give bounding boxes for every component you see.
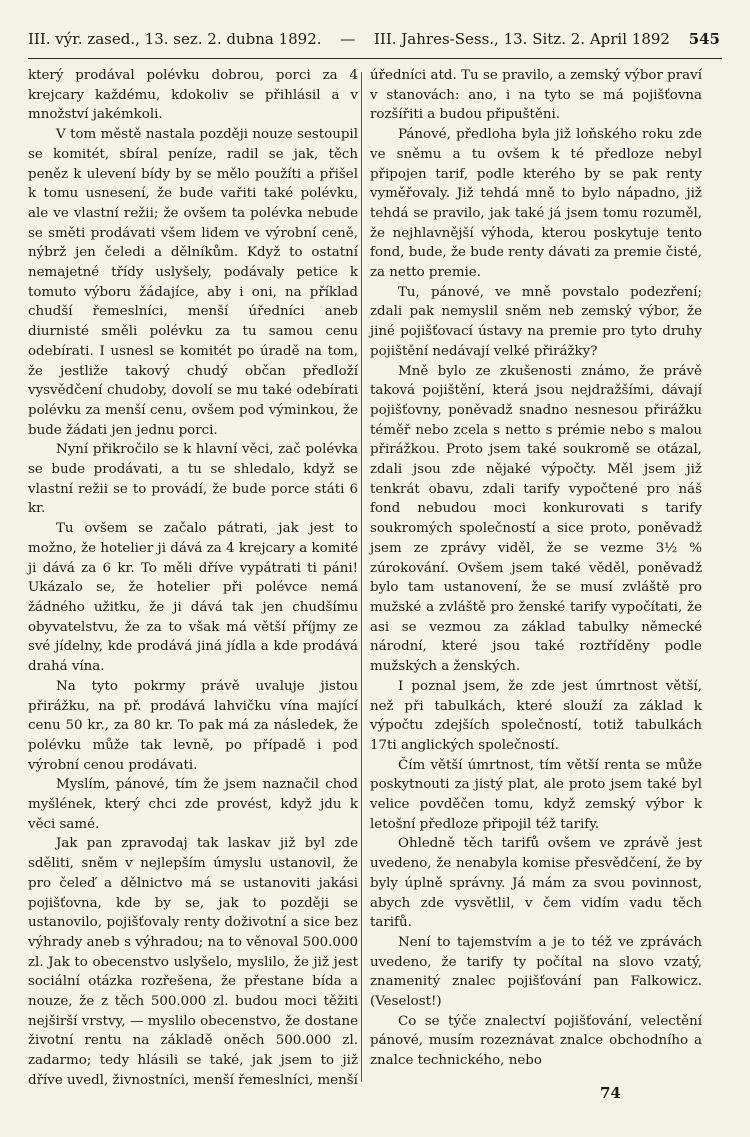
right-paragraph: Tu, pánové, ve mně povstalo podezření; zdali pak nemyslil sněm neb zemský výbor, že jiné pojišťovací ústavy na premie pro tyto druhy pojištění nedávají velké přirážky? — [370, 284, 702, 359]
right-paragraph: Není to tajemstvím a je to též ve zprávách uvedeno, že tarify ty počítal na slovo vzatý, znamenitý znalec pojišťování pan Falkowicz. (Veselost!) — [370, 934, 702, 1010]
left-paragraph: který prodával polévku dobrou, porci za 4 krejcary každému, kdokoliv se přihlásil a v množství jakémkoli. — [28, 68, 358, 123]
right-paragraph: Ohledně těch tarifů ovšem ve zprávě jest uvedeno, že nenabyla komise přesvědčení, že by byly úplně správny. Já mám za svou povinnost, abych zde vysvětlil, v čem vidím vadu těch tarifů. — [370, 836, 702, 931]
left-paragraph: V tom městě nastala později nouze sestoupil se komitét, sbíral peníze, radil se jak, těch peněz k ulevení bídy by se mělo použíti a přišel k tomu usnesení, že bude vařiti také polévku, ale ve vlastní režii; že ovšem ta polévka nebude se směti prodávati všem lidem ve výrobní ceně, nýbrž jen čeledi a dělníkům. Když to ostatní nemajetné třídy uslyšely, podávaly petice k tomuto výboru žádajíce, aby i oni, na příklad chudší řemeslníci, menší úředníci aneb diurnisté směli polévku za tu samou cenu odebírati. I usnesl se komitét po úradě na tom, že jestliže takový chudý občan předloží vysvědčení chudoby, dovolí se mu také odebírati polévku za menší cenu, ovšem pod výminkou, že bude žádati jen jednu porci. — [28, 127, 358, 438]
running-header — [28, 30, 720, 48]
right-paragraph: úředníci atd. Tu se pravilo, a zemský výbor praví v stanovách: ano, i na tyto se má pojišťovna rozšířiti a budou připuštěni. — [370, 68, 702, 123]
column-divider — [361, 72, 362, 1082]
left-paragraph: Na tyto pokrmy právě uvaluje jistou přirážku, na př. prodává lahvičku vína mající cenu 50 kr., za 80 kr. To pak má za následek, že polévku může tak levně, po případě i pod výrobní cenou prodávati. — [28, 678, 358, 773]
left-column — [28, 66, 358, 1091]
right-paragraph: Pánové, předloha byla již loňského roku zde ve sněmu a tu ovšem k té předloze nebyl připojen tarif, podle kterého by se pak renty vyměřovaly. Již tehdá mně to bylo nápadno, již tehdá se pravilo, jak také já jsem tomu rozuměl, že nejhlavnější výhoda, kterou poskytuje tento fond, bude, že bude renty dávati za premie čisté, za netto premie. — [370, 127, 702, 281]
header-german: III. Jahres-Sess., 13. Sitz. 2. April 1892 — [373, 30, 670, 48]
right-paragraph: Co se týče znalectví pojišťování, velectění pánové, musím rozeznávat znalce obchodního a znalce technického, nebo — [370, 1013, 702, 1069]
header-czech: III. výr. zased., 13. sez. 2. dubna 1892. — [28, 30, 322, 48]
left-paragraph: Tu ovšem se začalo pátrati, jak jest to možno, že hotelier ji dává za 4 krejcary a komité ji dává za 6 kr. To měli dříve vypátrati ti páni! Ukázalo se, že hotelier při polévce nemá žádného užitku, že ji dává tak jen chudšímu obyvatelstvu, že za to však má větší příjmy ze své jídelny, kde prodává jiná jídla a kde prodává drahá vína. — [28, 521, 358, 675]
right-paragraph: Čím větší úmrtnost, tím větší renta se může poskytnouti za jistý plat, ale proto jsem také byl velice povděčen tomu, když zemský výbor k letošní předloze připojil též tarify. — [370, 757, 702, 832]
folio-number: 74 — [600, 1084, 621, 1102]
left-paragraph: Jak pan zpravodaj tak laskav již byl zde sděliti, sněm v nejlepším úmyslu ustanovil, že pro čeleď a dělnictvo má se ustanoviti jakási pojišťovna, kde by se, jak to později se ustanovilo, pojišťovaly renty doživotní a sice bez výhrady aneb s výhradou; na to věnoval 500.000 zl. Jak to obecenstvo uslyšelo, myslilo, že již jest sociální otázka rozřešena, že přestane bída a nouze, že z těch 500.000 zl. budou moci těžiti nejširší vrstvy, — myslilo obecenstvo, že dostane životní rentu na základě oněch 500.000 zl. zadarmo; tedy hlásili se také, jak jsem to již dříve uvedl, živnostníci, menší řemeslníci, menší — [28, 836, 358, 1088]
left-paragraph: Myslím, pánové, tím že jsem naznačil chod myšlének, který chci zde provést, když jdu k věci samé. — [28, 777, 358, 832]
header-dash: — — [340, 30, 356, 48]
left-paragraph: Nyní přikročilo se k hlavní věci, zač polévka se bude prodávati, a tu se shledalo, když se vlastní režii se to provádí, že bude porce státi 6 kr. — [28, 442, 358, 517]
right-column — [370, 66, 702, 1071]
right-paragraph: Mně bylo ze zkušenosti známo, že právě taková pojištění, která jsou nejdražšími, dávají pojišťovny, poněvadž snadno nesnesou přirážku téměř nebo zcela s netto s prémie nebo s malou přirážkou. Proto jsem také soukromě se otázal, zdali jsou zde nějaké výpočty. Měl jsem již tenkrát obavu, zdali tarify vypočtené pro náš fond nebudou moci konkurovati s tarify soukromých společností a sice proto, poněvadž jsem ze zprávy viděl, že se vezme 3½ % zúrokování. Ovšem jsem také věděl, poněvadž bylo tam ustanovení, že se musí zvláště pro mužské a zvláště pro ženské tarify vypočítati, že asi se vezmou za základ tabulky německé národní, které jsou také roztříděny podle mužských a ženských. — [370, 363, 702, 675]
page-number: 545 — [688, 30, 720, 48]
header-rule — [28, 58, 722, 59]
right-paragraph: I poznal jsem, že zde jest úmrtnost větší, než při tabulkách, které slouží za základ k výpočtu zdejších společností, totiž tabulkách 17ti anglických společností. — [370, 678, 702, 753]
